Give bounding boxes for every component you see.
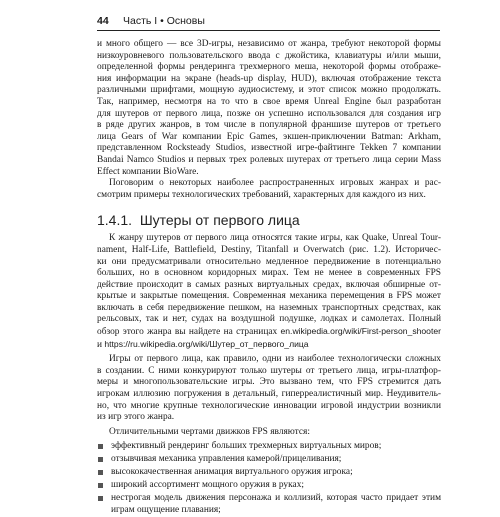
section-heading	[97, 210, 441, 230]
text-line: nament, Half-Life, Battlefield, Destiny, Titanfall и Overwatch (рис. 1.2). Историчес-	[97, 244, 441, 255]
text-line: Так, например, несмотря на то что в свое время Unreal Engine был разработан	[97, 96, 441, 107]
text-line: различными шрифтами, мощную аудиосистему, и этот список можно продолжать.	[97, 85, 441, 96]
section-title: Шутеры от первого лица	[139, 212, 300, 229]
bullet-square-icon	[98, 470, 103, 475]
text-line: из игр этого жанра.	[97, 412, 175, 423]
text-line: крытые и закрытые помещения. Современная механика перемещения в FPS может	[97, 291, 441, 302]
text-line: больших, но в основном коридорных мирах. Тем не менее в современных FPS	[97, 268, 441, 279]
text-line: представленном Rocksteady Studios, известной игре-файтинге Tekken 7 компании	[97, 143, 441, 154]
text-line: нестрогая модель движения персонажа и коллизий, которая часто придает этим	[111, 493, 441, 504]
paragraph-intro-genres	[97, 178, 441, 201]
running-header	[97, 9, 440, 31]
wiki-link-ru[interactable]: https://ru.wikipedia.org/wiki/Шутер_от_первого_лица	[104, 338, 309, 349]
text-line: К жанру шутеров от первого лица относятся такие игры, как Quake, Unreal Tour-	[109, 233, 441, 244]
page-body	[97, 39, 441, 517]
text-line: Effect компании BioWare.	[97, 166, 199, 177]
chapter-title: Часть I • Основы	[123, 15, 205, 27]
section-number: 1.4.1.	[97, 212, 133, 229]
text-line: в ряде других жанров, в том числе в популярной франшизе шутеров от третьего	[97, 120, 441, 131]
text-line: ки они предусматривали относительно медленное передвижение в потенциально	[97, 256, 441, 267]
text-line: определенной формы рендеринга трехмерного меша, некоторой формы отображе-	[97, 62, 441, 73]
text-line: и https://ru.wikipedia.org/wiki/Шутер_от_первого_лица	[97, 338, 309, 350]
text-line: и много общего — все 3D-игры, независимо от жанра, требуют некоторой формы	[97, 39, 441, 49]
fps-feature-list	[97, 441, 441, 516]
paragraph-engine-genres	[97, 39, 441, 178]
text-line: Поговорим о некоторых наиболее распространенных игровых жанрах и рас-	[109, 178, 441, 189]
text-line: включать в себя передвижение пешком, на наземных транспортных средствах, как	[97, 302, 441, 313]
list-item: широкий ассортимент мощного оружия в руках;	[97, 480, 441, 493]
text-line: лица Gears of War компании Epic Games, экшен-приключении Batman: Arkham,	[97, 131, 441, 142]
paragraph-fps-complexity	[97, 354, 441, 424]
text-line: в создании. С ними конкурируют только шутеры от третьего лица, игры-платфор-	[97, 365, 441, 376]
text-line: Bandai Namco Studios и первых трех ролевых шутерах от третьего лица серии Mass	[97, 154, 441, 165]
list-item: отзывчивая механика управления камерой/прицеливания;	[97, 454, 441, 467]
text-line: игрокам иллюзию погружения в детальный, гиперреалистичный мир. Неудивитель-	[97, 389, 441, 400]
text-line: рельсовых, так и нет, судах на воздушной подушке, лодках и самолетах. Полный	[97, 314, 441, 325]
header-rule	[97, 30, 440, 31]
text-line: ния информации на экране (heads-up display, HUD), включая отображение текста	[97, 73, 441, 84]
bullet-square-icon	[98, 444, 103, 449]
list-item: высококачественная анимация виртуального оружия игрока;	[97, 467, 441, 480]
bullet-square-icon	[98, 483, 103, 488]
text-line: действие происходит в самых разных виртуальных средах, включая обширные от-	[97, 279, 441, 290]
bullet-square-icon	[98, 496, 103, 501]
page-number: 44	[97, 15, 109, 27]
text-line: но, что многие крупные технологические инновации игровой индустрии возникли	[97, 400, 441, 411]
text-line: меры и многопользовательские игры. Это вызвано тем, что FPS стремится дать	[97, 377, 441, 388]
paragraph-fps-description	[97, 233, 441, 351]
paragraph-fps-features-intro: Отличительными чертами движков FPS являются:	[109, 426, 310, 437]
text-line: смотрим примеры технологических требований, характерных для каждого из них.	[97, 189, 426, 200]
bullet-square-icon	[98, 457, 103, 462]
list-item: эффективный рендеринг больших трехмерных виртуальных миров;	[97, 441, 441, 454]
text-line: для шутеров от первого лица, позже он успешно использовался для создания игр	[97, 108, 441, 119]
text-line: обзор этого жанра вы найдете на страницах en.wikipedia.org/wiki/First-person_shooter	[97, 326, 441, 338]
text-line: Игры от первого лица, как правило, одни из наиболее технологически сложных	[109, 354, 441, 365]
wiki-link-en[interactable]: en.wikipedia.org/wiki/First-person_shooter	[280, 326, 441, 337]
text-line: низкоуровневого пользовательского ввода с джойстика, клавиатуры и/или мыши,	[97, 50, 441, 61]
list-item	[97, 493, 441, 516]
text-line: играм ощущение плавания;	[111, 505, 221, 515]
